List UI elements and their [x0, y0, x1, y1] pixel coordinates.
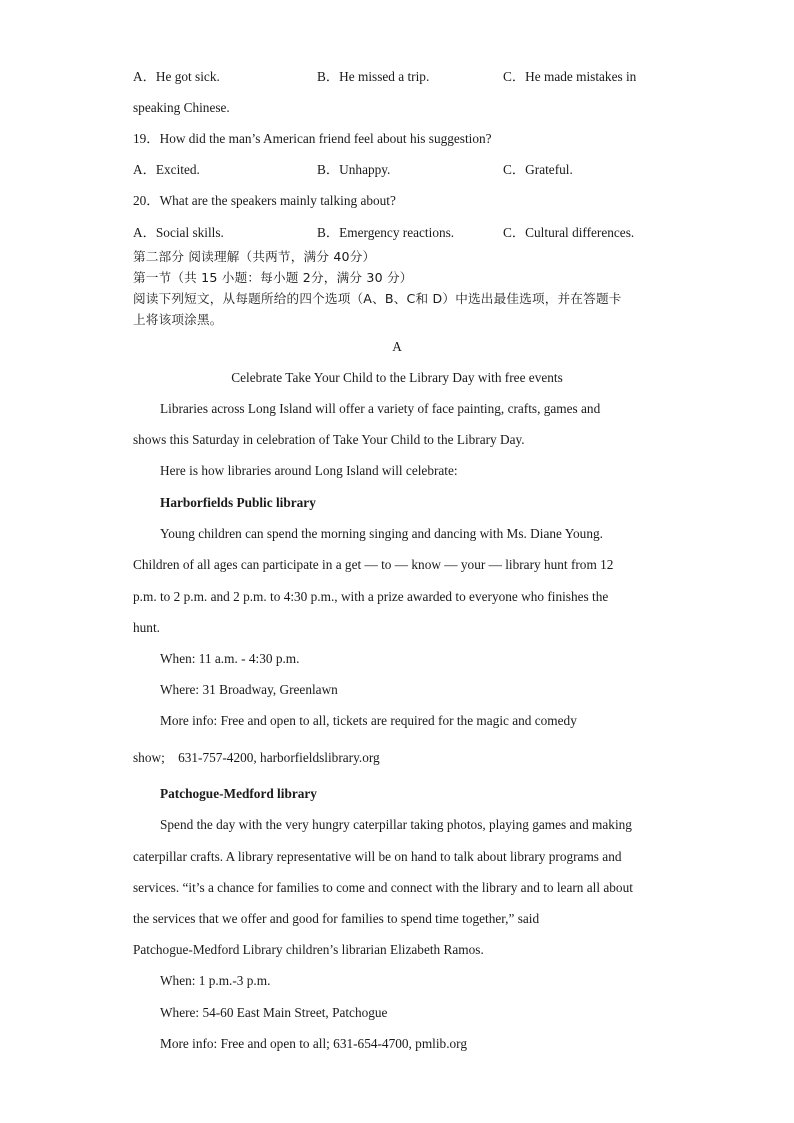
- q18-option-c: C．He made mistakes in: [503, 69, 637, 84]
- passage-letter: A: [392, 339, 402, 354]
- q20-option-c: C．Cultural differences.: [503, 225, 635, 240]
- passage-title: Celebrate Take Your Child to the Library Day with free events: [231, 370, 563, 385]
- intro-line-2: shows this Saturday in celebration of Take Your Child to the Library Day.: [133, 432, 525, 447]
- library-2-line-3: services. “it’s a chance for families to come and connect with the library and to learn all about: [133, 880, 633, 895]
- q19-option-b: B．Unhappy.: [317, 162, 391, 177]
- library-1-where: Where: 31 Broadway, Greenlawn: [160, 682, 338, 697]
- library-2-more-info: More info: Free and open to all; 631-654-4700, pmlib.org: [160, 1036, 468, 1051]
- instruction-line-2: 上将该项涂黑。: [133, 312, 223, 327]
- q19-option-c: C．Grateful.: [503, 162, 573, 177]
- library-1-more-info-cont: show; 631-757-4200, harborfieldslibrary.org: [133, 750, 380, 765]
- q20-option-b: B．Emergency reactions.: [317, 225, 455, 240]
- q18-option-c-continued: speaking Chinese.: [133, 100, 230, 115]
- intro-paragraph-2: Here is how libraries around Long Island will celebrate:: [160, 463, 458, 478]
- library-1-name: Harborfields Public library: [160, 495, 316, 510]
- library-1-more-info: More info: Free and open to all, tickets are required for the magic and comedy: [160, 713, 577, 728]
- q20-stem: 20．What are the speakers mainly talking about?: [133, 193, 396, 208]
- section1-heading: 第一节（共 15 小题：每小题 2分，满分 30 分）: [133, 270, 413, 285]
- library-1-line-2: Children of all ages can participate in a get — to — know — your — library hunt from 12: [133, 557, 614, 572]
- library-1-line-3: p.m. to 2 p.m. and 2 p.m. to 4:30 p.m., with a prize awarded to everyone who finishes the: [133, 589, 609, 604]
- q19-option-a: A．Excited.: [133, 162, 200, 177]
- q18-option-a: A．He got sick.: [133, 69, 220, 84]
- library-2-line-1: Spend the day with the very hungry caterpillar taking photos, playing games and making: [160, 817, 632, 832]
- q18-option-b: B．He missed a trip.: [317, 69, 430, 84]
- q20-option-a: A．Social skills.: [133, 225, 224, 240]
- library-1-when: When: 11 a.m. - 4:30 p.m.: [160, 651, 300, 666]
- library-2-line-5: Patchogue-Medford Library children’s librarian Elizabeth Ramos.: [133, 942, 484, 957]
- library-2-where: Where: 54-60 East Main Street, Patchogue: [160, 1005, 388, 1020]
- library-2-line-2: caterpillar crafts. A library representative will be on hand to talk about library programs and: [133, 849, 622, 864]
- library-1-line-4: hunt.: [133, 620, 160, 635]
- q19-stem: 19．How did the man’s American friend feel about his suggestion?: [133, 131, 492, 146]
- part2-heading: 第二部分 阅读理解（共两节，满分 40分）: [133, 249, 376, 264]
- library-2-when: When: 1 p.m.-3 p.m.: [160, 973, 271, 988]
- library-2-line-4: the services that we offer and good for families to spend time together,” said: [133, 911, 540, 926]
- library-2-name: Patchogue-Medford library: [160, 786, 317, 801]
- intro-line-1: Libraries across Long Island will offer a variety of face painting, crafts, games and: [160, 401, 601, 416]
- instruction-line-1: 阅读下列短文，从每题所给的四个选项（A、B、C和 D）中选出最佳选项，并在答题卡: [133, 291, 622, 306]
- library-1-line-1: Young children can spend the morning singing and dancing with Ms. Diane Young.: [160, 526, 603, 541]
